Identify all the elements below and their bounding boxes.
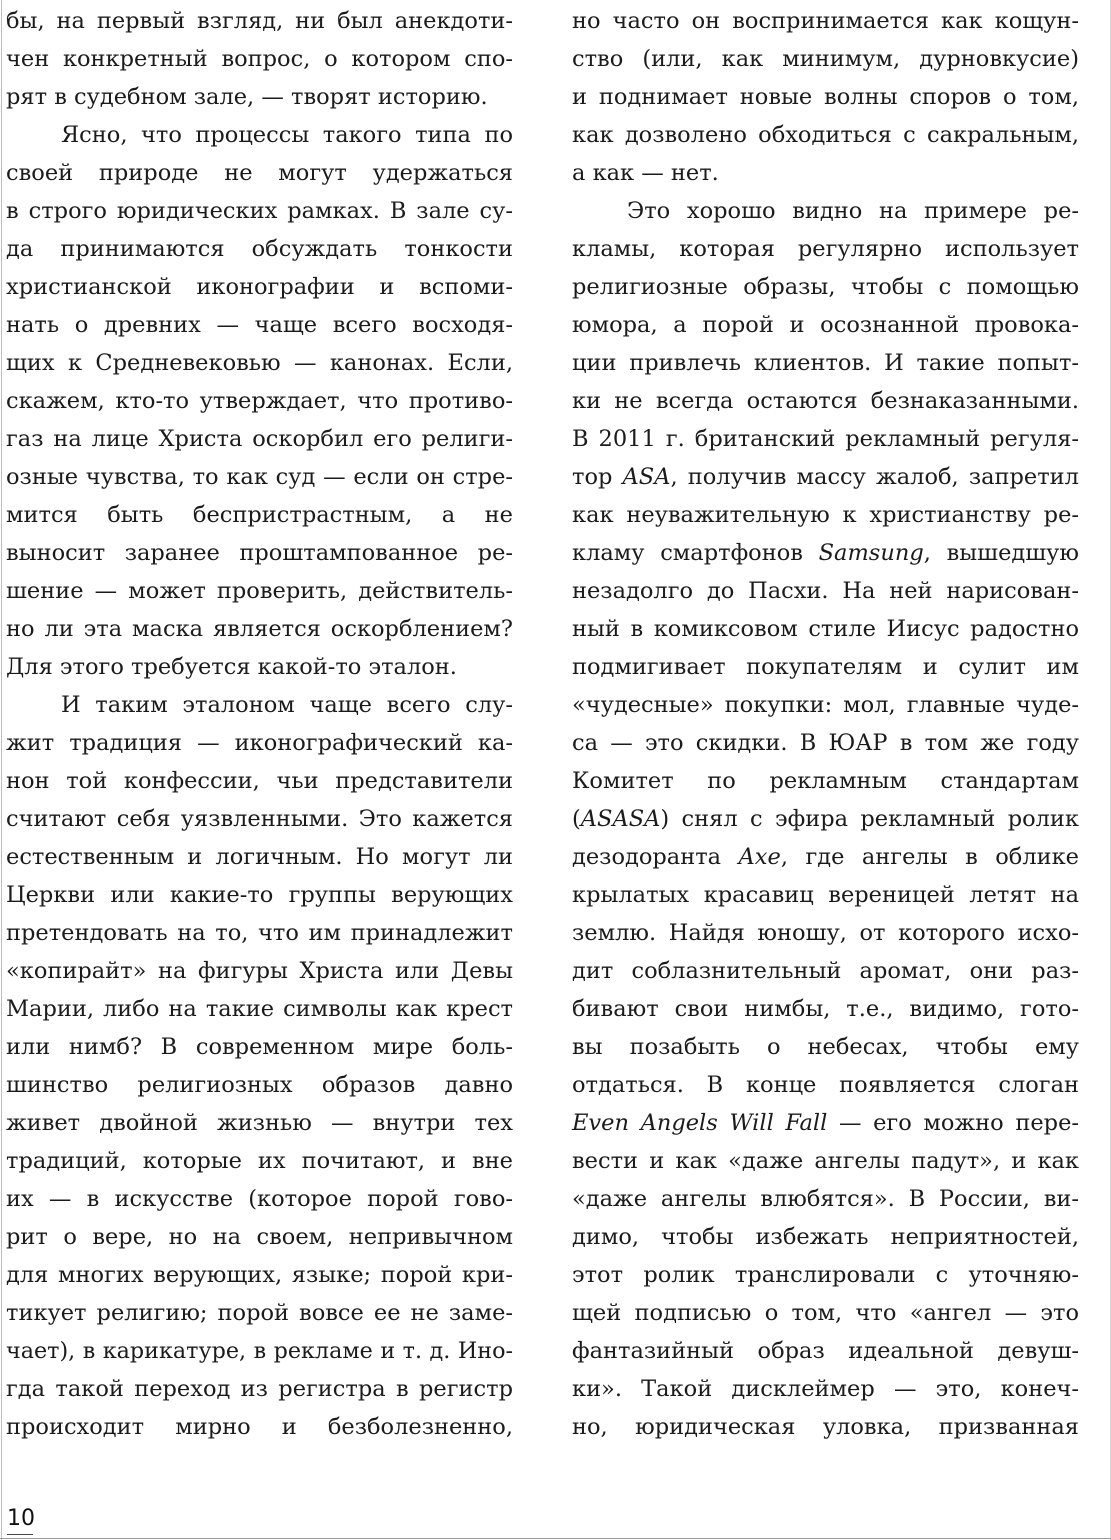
text-line: кламу смартфонов Samsung, вышедшую — [572, 540, 1079, 566]
text-line: живет двойной жизнью — внутри тех — [6, 1110, 513, 1136]
text-line: традиций, которые их почитают, и вне — [6, 1148, 513, 1174]
text-line: нон той конфессии, чьи представители — [6, 768, 513, 794]
text-line: Это хорошо видно на примере ре- — [627, 198, 1079, 224]
text-line: жит традиция — иконографический ка- — [6, 730, 513, 756]
text-line: тор ASA, получив массу жалоб, запретил — [572, 464, 1079, 490]
text-line: гда такой переход из регистра в регистр — [6, 1376, 513, 1402]
text-line: озные чувства, то как суд — если он стре- — [6, 464, 513, 490]
text-line: шинство религиозных образов давно — [6, 1072, 513, 1098]
text-line: дезодоранта Axe, где ангелы в облике — [572, 844, 1079, 870]
text-line: своей природе не могут удержаться — [6, 160, 513, 186]
text-line: незадолго до Пасхи. На ней нарисован- — [572, 578, 1079, 604]
text-line: ство (или, как минимум, дурновкусие) — [572, 46, 1079, 72]
text-line: вы позабыть о небесах, чтобы ему — [572, 1034, 1079, 1060]
text-line: димо, чтобы избежать неприятностей, — [572, 1224, 1079, 1250]
text-line: считают себя уязвленными. Это кажется — [6, 806, 513, 832]
text-line: дит соблазнительный аромат, они раз- — [572, 958, 1079, 984]
text-line: выносит заранее проштампованное ре- — [6, 540, 513, 566]
page-number: 10 — [7, 1506, 35, 1531]
text-line: в строго юридических рамках. В зале су- — [6, 198, 513, 224]
text-line: христианской иконографии и вспоми- — [6, 274, 513, 300]
text-line: подмигивает покупателям и сулит им — [572, 654, 1079, 680]
page-edge-bottom — [0, 1538, 1111, 1539]
text-line: ки». Такой дисклеймер — это, конеч- — [572, 1376, 1079, 1402]
text-line: как дозволено обходиться с сакральным, — [572, 122, 1079, 148]
right-text-column — [572, 2, 1079, 1446]
text-line: газ на лице Христа оскорбил его религи- — [6, 426, 513, 452]
text-line: естественным и логичным. Но могут ли — [6, 844, 513, 870]
text-line: фантазийный образ идеальной девуш- — [572, 1338, 1079, 1364]
text-line: «даже ангелы влюбятся». В России, ви- — [572, 1186, 1079, 1212]
text-line: са — это скидки. В ЮАР в том же году — [572, 730, 1079, 756]
text-line: И таким эталоном чаще всего слу- — [61, 692, 513, 718]
text-line: бивают свои нимбы, т.е., видимо, гото- — [572, 996, 1079, 1022]
text-line: щей подписью о том, что «ангел — это — [572, 1300, 1079, 1326]
text-line: (ASASA) снял с эфира рекламный ролик — [572, 806, 1079, 832]
text-line: шение — может проверить, действитель- — [6, 578, 513, 604]
text-line: и поднимает новые волны споров о том, — [572, 84, 1079, 110]
text-line: религиозные образы, чтобы с помощью — [572, 274, 1079, 300]
text-line: их — в искусстве (которое порой гово- — [6, 1186, 513, 1212]
text-line: для многих верующих, языке; порой кри- — [6, 1262, 513, 1288]
text-line: юмора, а порой и осознанной провока- — [572, 312, 1079, 338]
left-text-column — [6, 2, 513, 1446]
text-line: происходит мирно и безболезненно, — [6, 1414, 513, 1440]
text-line: претендовать на то, что им принадлежит — [6, 920, 513, 946]
text-line: кламы, которая регулярно использует — [572, 236, 1079, 262]
text-line: или нимб? В современном мире боль- — [6, 1034, 513, 1060]
text-line: землю. Найдя юношу, от которого исхо- — [572, 920, 1079, 946]
text-line: крылатых красавиц вереницей летят на — [572, 882, 1079, 908]
text-line: ный в комиксовом стиле Иисус радостно — [572, 616, 1079, 642]
text-line: ки не всегда остаются безнаказанными. — [572, 388, 1079, 414]
text-line: бы, на первый взгляд, ни был анекдоти- — [6, 8, 513, 34]
text-line: «чудесные» покупки: мол, главные чуде- — [572, 692, 1079, 718]
text-line: Even Angels Will Fall — его можно пере- — [572, 1110, 1079, 1136]
text-line: рят в судебном зале, — творят историю. — [6, 84, 488, 110]
text-line: Ясно, что процессы такого типа по — [61, 122, 513, 148]
text-line: но, юридическая уловка, призванная — [572, 1414, 1079, 1440]
page-edge-left — [1, 0, 2, 1540]
text-line: чен конкретный вопрос, о котором спо- — [6, 46, 513, 72]
text-line: щих к Средневековью — канонах. Если, — [6, 350, 513, 376]
text-line: вести и как «даже ангелы падут», и как — [572, 1148, 1079, 1174]
text-line: Для этого требуется какой-то эталон. — [6, 654, 457, 680]
text-line: чает), в карикатуре, в рекламе и т. д. Ино- — [6, 1338, 513, 1364]
text-line: рит о вере, но на своем, непривычном — [6, 1224, 513, 1250]
text-line: Церкви или какие-то группы верующих — [6, 882, 513, 908]
text-line: как неуважительную к христианству ре- — [572, 502, 1079, 528]
text-line: нать о древних — чаще всего восходя- — [6, 312, 513, 338]
text-line: Комитет по рекламным стандартам — [572, 768, 1079, 794]
text-line: скажем, кто-то утверждает, что противо- — [6, 388, 513, 414]
text-line: мится быть беспристрастным, а не — [6, 502, 513, 528]
text-line: а как — нет. — [572, 160, 719, 186]
text-line: отдаться. В конце появляется слоган — [572, 1072, 1079, 1098]
text-line: но часто он воспринимается как кощун- — [572, 8, 1079, 34]
text-line: но ли эта маска является оскорблением? — [6, 616, 513, 642]
text-line: Марии, либо на такие символы как крест — [6, 996, 513, 1022]
text-line: «копирайт» на фигуры Христа или Девы — [6, 958, 513, 984]
text-line: В 2011 г. британский рекламный регуля- — [572, 426, 1079, 452]
text-line: тикует религию; порой вовсе ее не заме- — [6, 1300, 513, 1326]
text-line: да принимаются обсуждать тонкости — [6, 236, 513, 262]
text-line: этот ролик транслировали с уточняю- — [572, 1262, 1079, 1288]
text-line: ции привлечь клиентов. И такие попыт- — [572, 350, 1079, 376]
